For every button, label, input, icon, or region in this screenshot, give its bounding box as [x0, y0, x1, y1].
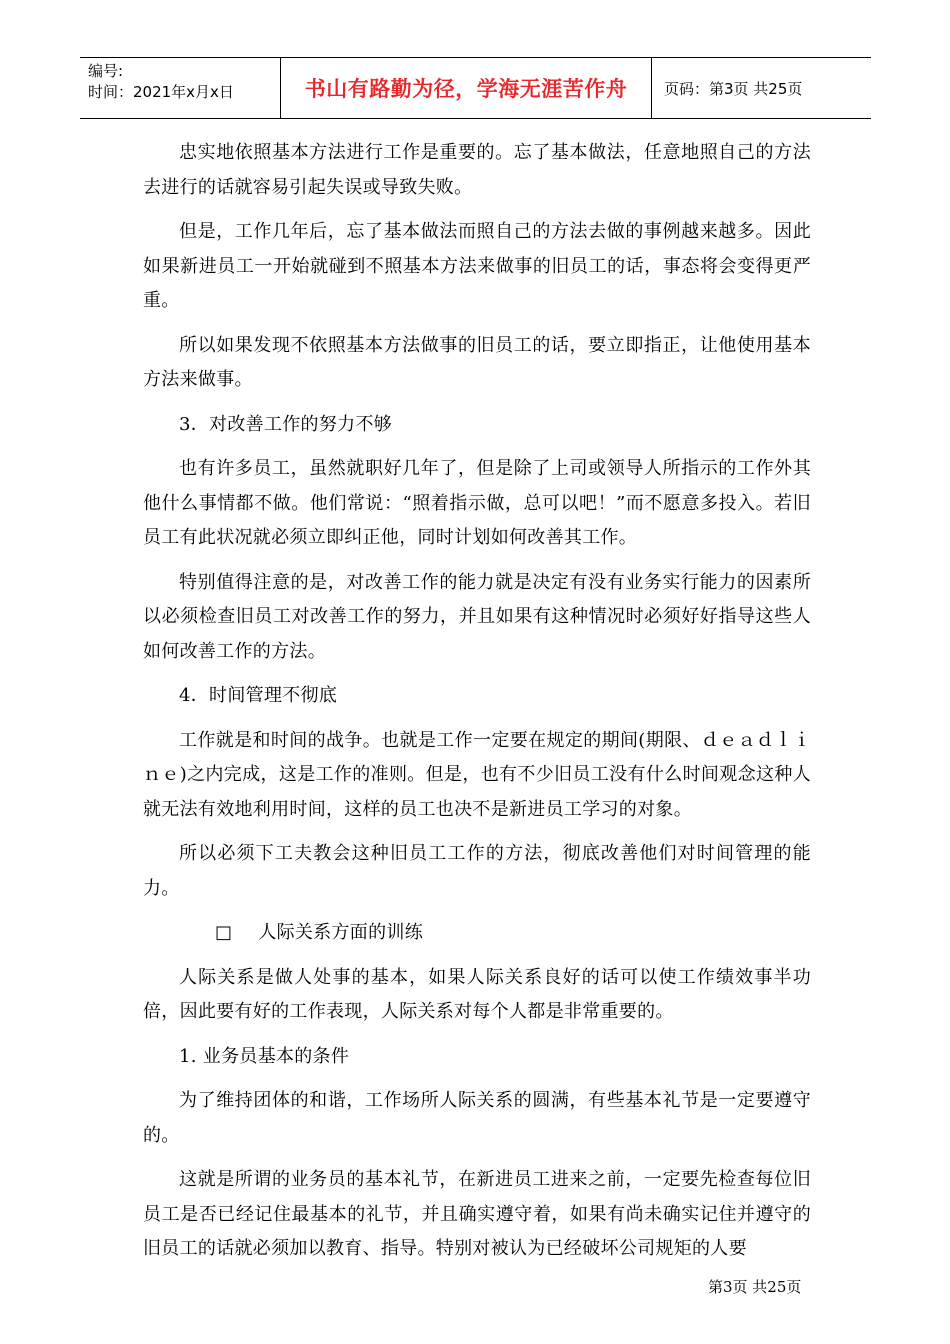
paragraph: 所以如果发现不依照基本方法做事的旧员工的话，要立即指正，让他使用基本方法来做事。 [143, 334, 811, 390]
paragraph: 工作就是和时间的战争。也就是工作一定要在规定的期间(期限、ｄｅａｄｌｉｎｅ)之内完成，这是工作的准则。但是，也有不少旧员工没有什么时间观念这种人就无法有效地利用时间，这样的员工也决不是新进员工学习的对象。 [143, 729, 811, 820]
time-label: 时间：2021年x月x日 [88, 83, 234, 101]
paragraph: 特别值得注意的是，对改善工作的能力就是决定有没有业务实行能力的因素所以必须检查旧员工对改善工作的努力，并且如果有这种情况时必须好好指导这些人如何改善工作的方法。 [143, 571, 811, 662]
section-heading-box [143, 916, 811, 951]
section-heading: 4．时间管理不彻底 [179, 685, 338, 706]
paragraph: 为了维持团体的和谐，工作场所人际关系的圆满，有些基本礼节是一定要遵守的。 [143, 1090, 811, 1146]
paragraph: 这就是所谓的业务员的基本礼节，在新进员工进来之前，一定要先检查每位旧员工是否已经记住最基本的礼节，并且确实遵守着，如果有尚未确实记住并遵守的旧员工的话就必须加以教育、指导。特别对被认为已经破坏公司规矩的人要 [143, 1169, 811, 1259]
paragraph: 人际关系是做人处事的基本，如果人际关系良好的话可以使工作绩效事半功倍，因此要有好的工作表现，人际关系对每个人都是非常重要的。 [143, 966, 811, 1022]
section-heading: 1. 业务员基本的条件 [179, 1045, 350, 1067]
page-footer: 第3页 共25页 [708, 1278, 802, 1296]
number-label: 编号: [88, 62, 124, 80]
paragraph: 也有许多员工，虽然就职好几年了，但是除了上司或领导人所指示的工作外其他什么事情都不做。他们常说：“照着指示做，总可以吧！”而不愿意多投入。若旧员工有此状况就必须立即纠正他，同时计划如何改善其工作。 [143, 458, 811, 548]
document-body [143, 136, 811, 1277]
checkbox-icon: □ [215, 922, 233, 943]
paragraph: 忠实地依照基本方法进行工作是重要的。忘了基本做法，任意地照自己的方法去进行的话就容易引起失误或导致失败。 [143, 142, 811, 198]
paragraph: 所以必须下工夫教会这种旧员工工作的方法，彻底改善他们对时间管理的能力。 [143, 843, 811, 899]
header-meta [80, 58, 280, 118]
section-heading-text: 人际关系方面的训练 [258, 922, 424, 943]
page-header [80, 57, 871, 119]
paragraph: 但是，工作几年后，忘了基本做法而照自己的方法去做的事例越来越多。因此如果新进员工一开始就碰到不照基本方法来做事的旧员工的话，事态将会变得更严重。 [143, 221, 811, 311]
header-motto: 书山有路勤为径，学海无涯苦作舟 [280, 58, 652, 118]
section-heading: 3．对改善工作的努力不够 [179, 413, 393, 435]
header-page-info: 页码：第3页 共25页 [664, 79, 803, 98]
